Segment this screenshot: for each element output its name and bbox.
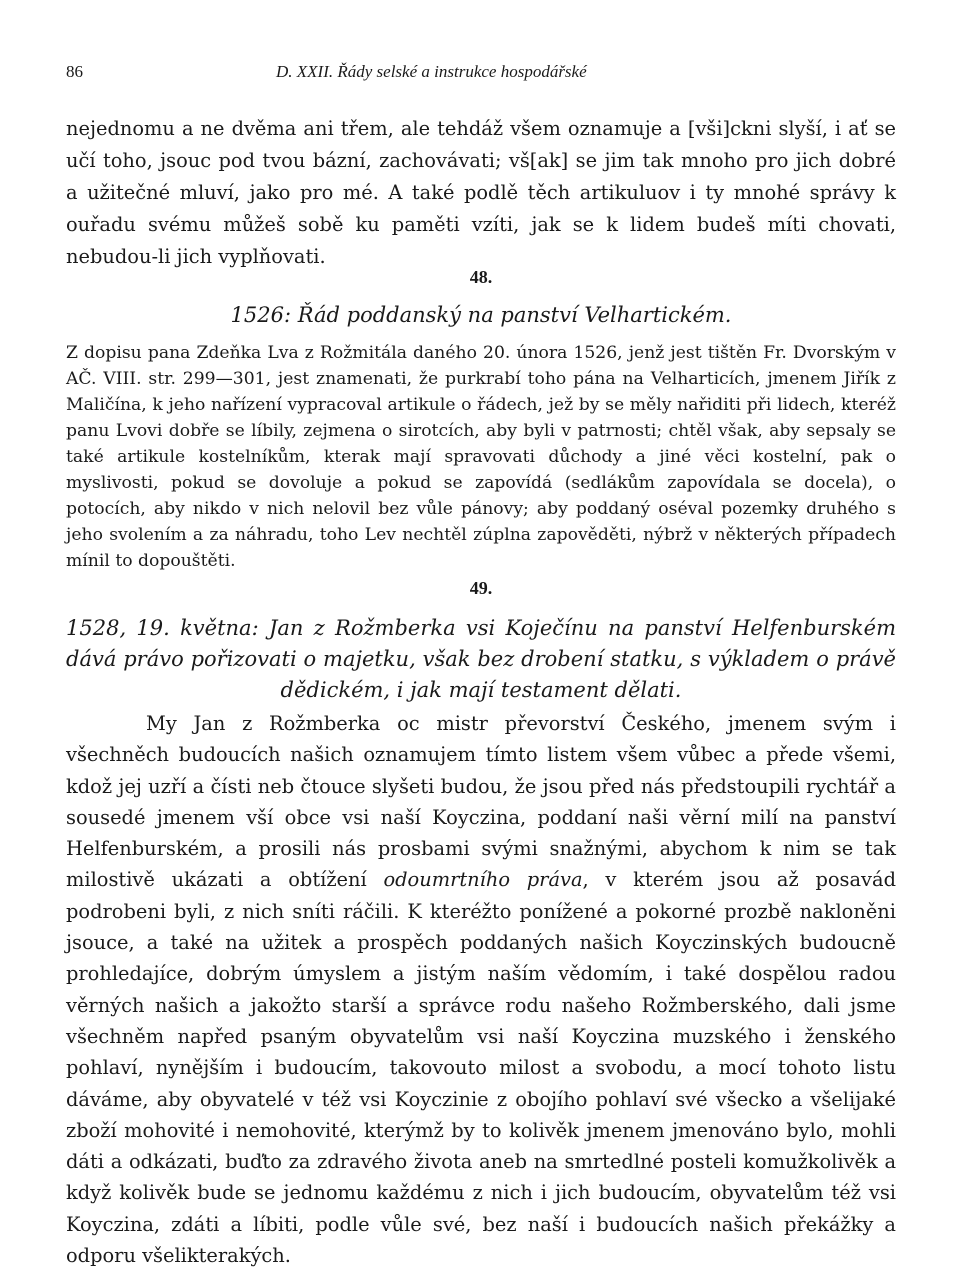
document-number-48: 48. bbox=[469, 267, 493, 287]
body-text-part-2: , v kterém jsou až posavád podrobeni byli, z nich sníti ráčili. K kteréžto ponížené a pokorné prozbě nakloněni jsouce, a také na užitek a prospěch poddaných našich Koyczinských budoucně prohledajíce, dobrým úmyslem a jistým naším vědomím, i také dospělou radou věrných našich a jakožto starší a správce rodu našeho Rožmberského, dali jsme všechněm napřed psaným obyvatelům vsi naší Koyczina muzského i ženského pohlaví, nynějším i budoucím, takovouto milost a svobodu, a mocí tohoto listu dáváme, aby obyvatelé v též vsi Koyczinie z obojího pohlaví své všecko a všelijaké zboží mohovité i nemohovité, kterýmž by to kolivěk jmenem jmenováno bylo, mohli dáti a odkázati, buďto za zdravého života aneb na smrtedlné posteli komužkolivěk a když kolivěk bude se jednomu každému z nich i jich budoucím, obyvatelům též vsi Koyczina, zdáti a líbiti, podle vůle své, bez naší i budoucích našich překážky a odporu všelikterakých. bbox=[66, 868, 896, 1268]
body-text-italic-term: odoumrtního práva bbox=[383, 868, 583, 892]
page-header bbox=[66, 62, 896, 88]
body-text-part-1: My Jan z Rožmberka oc mistr převorství Českého, jmenem svým i všechněch budoucích našich oznamujem tímto listem všem vůbec a přede všemi, kdož jej uzří a čísti neb čtouce slyšeti budou, že jsou před nás předstoupili rychtář a sousedé jmenem vší obce vsi naší Koyczina, poddaní naši věrní milí na panství Helfenburském, a prosili nás prosbami svými snažnými, abychom k nim se tak milostivě ukázati a obtížení bbox=[66, 712, 896, 892]
document-title-49: 1528, 19. května: Jan z Rožmberka vsi Koječínu na panství Helfenburském dává právo pořizovati o majetku, však bez drobení statku, s výkladem o právě dědickém, i jak mají testament dělati. bbox=[66, 616, 896, 702]
document-body-49 bbox=[66, 708, 896, 1271]
running-title: D. XXII. Řády selské a instrukce hospodářské bbox=[276, 62, 587, 81]
document-page bbox=[66, 0, 896, 1268]
document-title-48: 1526: Řád poddanský na panství Velhartickém. bbox=[230, 303, 732, 327]
document-number-49: 49. bbox=[469, 578, 493, 598]
document-regest-48: Z dopisu pana Zdeňka Lva z Rožmitála daného 20. února 1526, jenž jest tištěn Fr. Dvorským v AČ. VIII. str. 299—301, jest znamenati, že purkrabí toho pána na Velharticích, jmenem Jiřík z Maličína, k jeho nařízení vypracoval artikule o řádech, jež by se měly nařiditi při lidech, kteréž panu Lvovi dobře se líbily, zejmena o sirotcích, aby byli v patrnosti; chtěl však, aby sepsaly se také artikule kostelníkům, kterak mají spravovati důchody a jiné věci kostelní, pak o myslivosti, pokud se dovoluje a pokud se zapovídá (sedlákům zapovídala se docela), o potocích, aby nikdo v nich nelovil bez vůle pánovy; aby poddaný oséval pozemky druhého s jeho svolením a za náhradu, toho Lev nechtěl zúplna zapověděti, nýbrž v některých případech mínil to dopouštěti. bbox=[66, 343, 896, 571]
page-number: 86 bbox=[66, 62, 83, 81]
continuation-paragraph: nejednomu a ne dvěma ani třem, ale tehdáž všem oznamuje a [vši]ckni slyší, i ať se učí toho, jsouc pod tvou bázní, zachovávati; vš[ak] se jim tak mnoho pro jich dobré a užitečné mluví, jako pro mé. A také podlě těch artikuluov i ty mnohé správy k ouřadu svému můžeš sobě ku paměti vzíti, jak se k lidem budeš míti chovati, nebudou-li jich vyplňovati. bbox=[66, 117, 896, 268]
